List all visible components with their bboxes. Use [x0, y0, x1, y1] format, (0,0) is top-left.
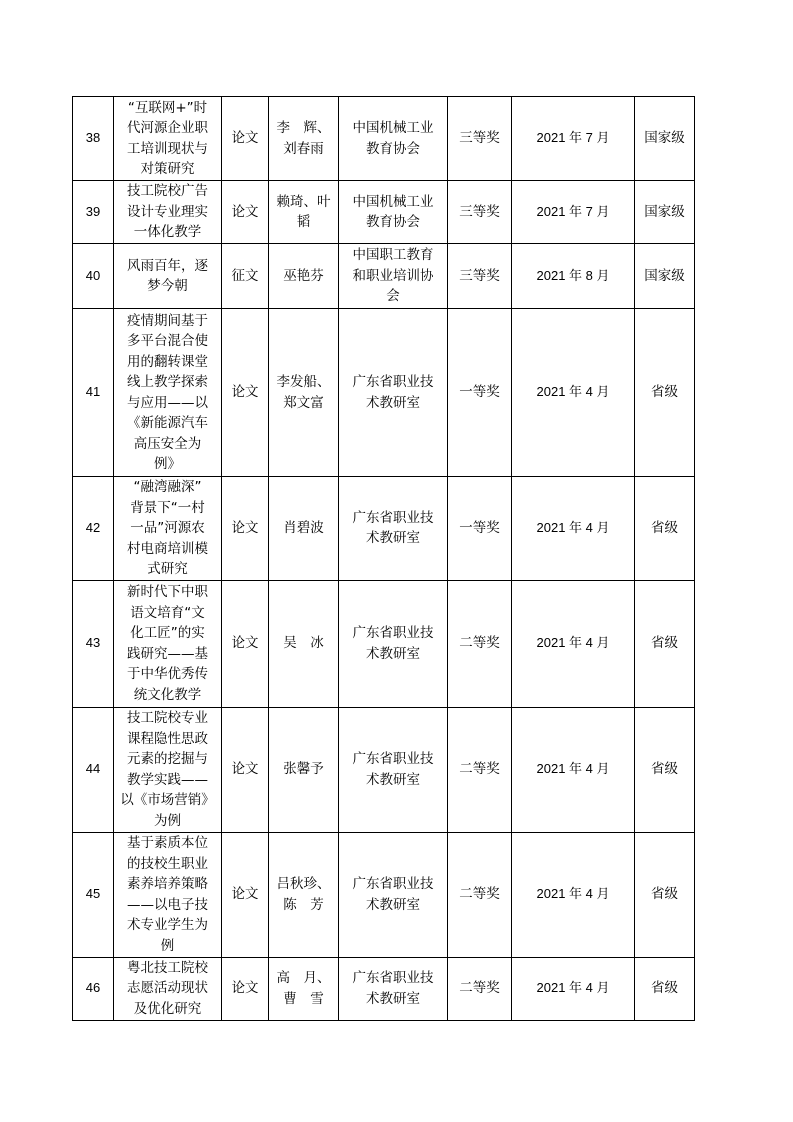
authors-cell: 赖琦、叶 韬 [269, 181, 339, 244]
row-number-cell: 43 [73, 580, 114, 707]
paper-title-cell: 粤北技工院校 志愿活动现状 及优化研究 [114, 957, 222, 1020]
award-scope-cell: 省级 [635, 957, 695, 1020]
paper-title-cell: 疫情期间基于 多平台混合使 用的翻转课堂 线上教学探索 与应用——以 《新能源汽车 高压安全为 例》 [114, 309, 222, 477]
paper-title-cell: “融湾融深” 背景下“一村 一品”河源农 村电商培训模 式研究 [114, 477, 222, 581]
award-date-cell: 2021 年 4 月 [512, 580, 635, 707]
table-row [73, 832, 695, 957]
entry-type-cell: 论文 [222, 832, 269, 957]
paper-title-cell: 新时代下中职 语文培育“文 化工匠”的实 践研究——基 于中华优秀传 统文化教学 [114, 580, 222, 707]
award-scope-cell: 省级 [635, 832, 695, 957]
table-row [73, 580, 695, 707]
paper-title-cell: 基于素质本位 的技校生职业 素养培养策略 ——以电子技 术专业学生为 例 [114, 832, 222, 957]
award-date-cell: 2021 年 8 月 [512, 244, 635, 309]
table-row [73, 477, 695, 581]
entry-type-cell: 论文 [222, 707, 269, 832]
row-number-cell: 45 [73, 832, 114, 957]
award-scope-cell: 省级 [635, 309, 695, 477]
awards-table [72, 96, 695, 1021]
row-number-cell: 38 [73, 97, 114, 181]
award-scope-cell: 国家级 [635, 97, 695, 181]
table-row [73, 309, 695, 477]
table-row [73, 957, 695, 1020]
row-number-cell: 41 [73, 309, 114, 477]
award-date-cell: 2021 年 7 月 [512, 97, 635, 181]
organizer-cell: 中国职工教育 和职业培训协 会 [339, 244, 448, 309]
award-date-cell: 2021 年 4 月 [512, 309, 635, 477]
row-number-cell: 39 [73, 181, 114, 244]
award-date-cell: 2021 年 4 月 [512, 957, 635, 1020]
organizer-cell: 广东省职业技 术教研室 [339, 957, 448, 1020]
authors-cell: 肖碧波 [269, 477, 339, 581]
entry-type-cell: 论文 [222, 181, 269, 244]
table-row [73, 97, 695, 181]
paper-title-cell: 技工院校广告 设计专业理实 一体化教学 [114, 181, 222, 244]
award-scope-cell: 省级 [635, 580, 695, 707]
entry-type-cell: 论文 [222, 97, 269, 181]
entry-type-cell: 论文 [222, 957, 269, 1020]
award-level-cell: 一等奖 [448, 477, 512, 581]
organizer-cell: 广东省职业技 术教研室 [339, 477, 448, 581]
authors-cell: 李发船、 郑文富 [269, 309, 339, 477]
row-number-cell: 42 [73, 477, 114, 581]
award-level-cell: 三等奖 [448, 181, 512, 244]
authors-cell: 吕秋珍、 陈 芳 [269, 832, 339, 957]
authors-cell: 李 辉、 刘春雨 [269, 97, 339, 181]
entry-type-cell: 论文 [222, 580, 269, 707]
table-row [73, 244, 695, 309]
row-number-cell: 44 [73, 707, 114, 832]
authors-cell: 高 月、 曹 雪 [269, 957, 339, 1020]
paper-title-cell: 技工院校专业 课程隐性思政 元素的挖掘与 教学实践—— 以《市场营销》 为例 [114, 707, 222, 832]
entry-type-cell: 论文 [222, 477, 269, 581]
row-number-cell: 46 [73, 957, 114, 1020]
organizer-cell: 广东省职业技 术教研室 [339, 707, 448, 832]
award-level-cell: 一等奖 [448, 309, 512, 477]
authors-cell: 巫艳芬 [269, 244, 339, 309]
award-scope-cell: 国家级 [635, 244, 695, 309]
award-level-cell: 二等奖 [448, 707, 512, 832]
award-date-cell: 2021 年 7 月 [512, 181, 635, 244]
award-level-cell: 二等奖 [448, 957, 512, 1020]
award-level-cell: 三等奖 [448, 97, 512, 181]
paper-title-cell: 风雨百年，逐 梦今朝 [114, 244, 222, 309]
organizer-cell: 广东省职业技 术教研室 [339, 309, 448, 477]
award-date-cell: 2021 年 4 月 [512, 477, 635, 581]
organizer-cell: 中国机械工业 教育协会 [339, 97, 448, 181]
table-row [73, 707, 695, 832]
award-scope-cell: 国家级 [635, 181, 695, 244]
award-level-cell: 三等奖 [448, 244, 512, 309]
award-scope-cell: 省级 [635, 477, 695, 581]
award-date-cell: 2021 年 4 月 [512, 707, 635, 832]
authors-cell: 吴 冰 [269, 580, 339, 707]
organizer-cell: 广东省职业技 术教研室 [339, 580, 448, 707]
paper-title-cell: “互联网+”时 代河源企业职 工培训现状与 对策研究 [114, 97, 222, 181]
row-number-cell: 40 [73, 244, 114, 309]
organizer-cell: 中国机械工业 教育协会 [339, 181, 448, 244]
authors-cell: 张馨予 [269, 707, 339, 832]
entry-type-cell: 征文 [222, 244, 269, 309]
award-date-cell: 2021 年 4 月 [512, 832, 635, 957]
award-scope-cell: 省级 [635, 707, 695, 832]
award-level-cell: 二等奖 [448, 832, 512, 957]
organizer-cell: 广东省职业技 术教研室 [339, 832, 448, 957]
table-row [73, 181, 695, 244]
entry-type-cell: 论文 [222, 309, 269, 477]
award-level-cell: 二等奖 [448, 580, 512, 707]
